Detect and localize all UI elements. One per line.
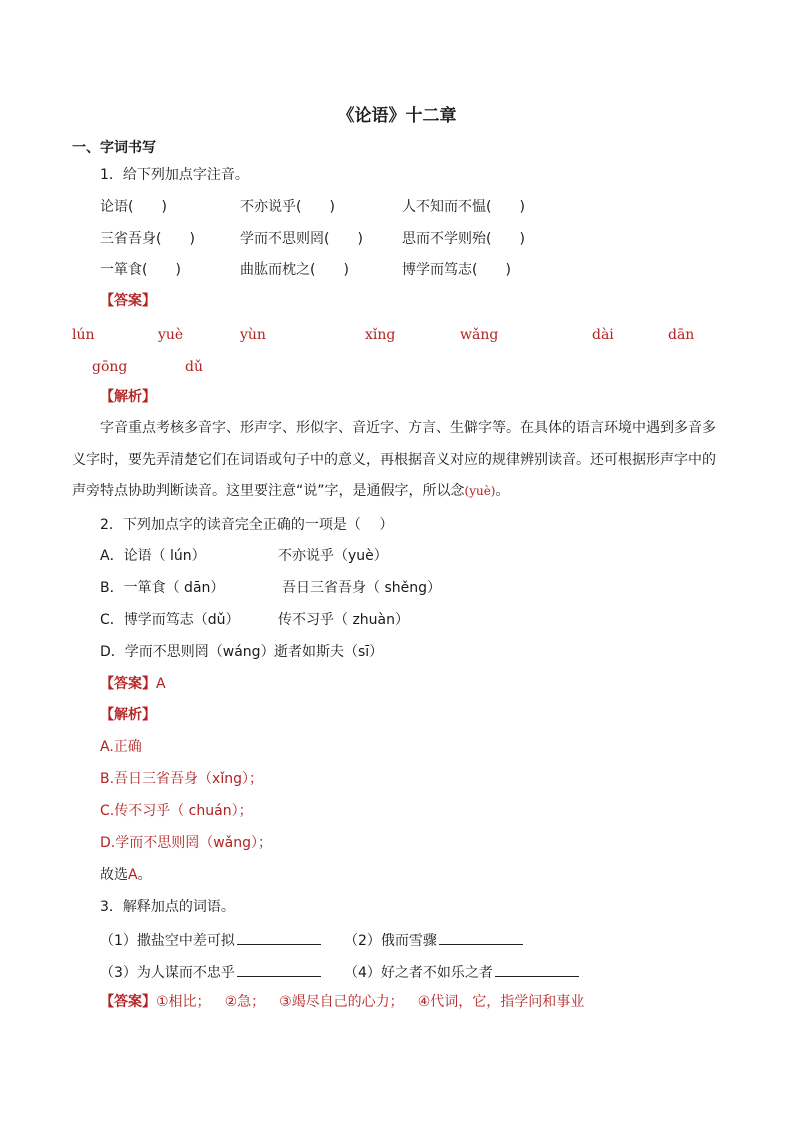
answer-blank[interactable] <box>495 961 579 977</box>
analysis-paragraph <box>72 413 722 508</box>
q1-item: 论语( ) <box>100 199 167 215</box>
option-d-right: 逝者如斯夫（sī） <box>274 644 384 660</box>
question-2-prompt: 2．下列加点字的读音完全正确的一项是（ ） <box>100 517 394 533</box>
q3-answer: ④代词，它，指学问和事业 <box>417 994 585 1010</box>
conclusion-text: 故选 <box>100 867 128 883</box>
q3-item <box>344 961 579 983</box>
pinyin-answer: dài <box>592 327 614 343</box>
pinyin-answer: yùn <box>240 327 266 343</box>
section-heading: 一、字词书写 <box>72 140 156 156</box>
analysis-text: 字音重点考核多音字、形声字、形似字、音近字、方言、生僻字等。在具体的语言环境中遇到多音多义字时，要先弄清楚它们在词语或句子中的意义，再根据音义对应的规律辨别读音。还可根据形声字中的声旁特点协助判断读音。这里要注意“说”字，是通假字，所以念 <box>72 420 716 499</box>
q3-item-text: （1）撒盐空中差可拟 <box>100 933 235 949</box>
question-1-prompt: 1．给下列加点字注音。 <box>100 167 249 183</box>
q3-answer-line <box>100 992 584 1012</box>
q3-item <box>100 929 321 951</box>
q1-item: 人不知而不愠( ) <box>402 199 525 215</box>
answer-label: 【答案】 <box>100 293 156 309</box>
pinyin-answer: lún <box>72 327 95 343</box>
option-a-left: A．论语（ lún） <box>100 548 206 564</box>
pinyin-answer: gōng <box>92 359 128 375</box>
option-c-right: 传不习乎（ zhuàn） <box>278 612 409 628</box>
answer-label: 【答案】 <box>100 676 156 692</box>
question-3-prompt: 3．解释加点的词语。 <box>100 899 235 915</box>
option-b-left: B．一箪食（ dān） <box>100 580 225 596</box>
answer-value: A <box>156 676 166 692</box>
q3-item <box>100 961 321 983</box>
pinyin-answer: dǔ <box>185 359 203 375</box>
analysis-line: B.吾日三省吾身（xǐng）； <box>100 771 263 787</box>
answer-blank[interactable] <box>237 929 321 945</box>
answer-line <box>100 674 166 694</box>
q3-answer: ①相比； <box>156 994 211 1010</box>
option-b-right: 吾日三省吾身（ shěng） <box>282 580 441 596</box>
option-c-left: C．博学而笃志（dǔ） <box>100 612 240 628</box>
conclusion-end: 。 <box>137 867 152 883</box>
option-d-left: D．学而不思则罔（wáng） <box>100 644 275 660</box>
q1-item: 一箪食( ) <box>100 262 181 278</box>
analysis-label: 【解析】 <box>100 389 156 405</box>
option-a-right: 不亦说乎（yuè） <box>278 548 388 564</box>
analysis-line: C.传不习乎（ chuán）； <box>100 803 253 819</box>
analysis-line: D.学而不思则罔（wǎng）； <box>100 835 273 851</box>
pinyin-answer: dān <box>668 327 695 343</box>
answer-blank[interactable] <box>237 961 321 977</box>
conclusion-answer: A <box>128 867 138 883</box>
analysis-pinyin: (yuè) <box>464 484 496 498</box>
q3-answer: ③竭尽自己的心力； <box>279 994 404 1010</box>
conclusion <box>100 865 152 885</box>
q1-item: 曲肱而枕之( ) <box>240 262 349 278</box>
q1-item: 三省吾身( ) <box>100 231 195 247</box>
analysis-label: 【解析】 <box>100 707 156 723</box>
analysis-end: 。 <box>495 483 510 499</box>
q1-item: 思而不学则殆( ) <box>402 231 525 247</box>
q1-item: 学而不思则罔( ) <box>240 231 363 247</box>
q3-item-text: （4）好之者不如乐之者 <box>344 965 493 981</box>
page-title: 《论语》十二章 <box>337 106 457 126</box>
q3-answer: ②急； <box>224 994 266 1010</box>
q1-item: 博学而笃志( ) <box>402 262 511 278</box>
answer-blank[interactable] <box>439 929 523 945</box>
pinyin-answer: xǐng <box>365 327 396 343</box>
q3-item-text: （3）为人谋而不忠乎 <box>100 965 235 981</box>
q3-item <box>344 929 523 951</box>
answer-label: 【答案】 <box>100 994 156 1010</box>
pinyin-answer: wǎng <box>460 327 499 343</box>
q1-item: 不亦说乎( ) <box>240 199 335 215</box>
pinyin-answer: yuè <box>158 327 184 343</box>
analysis-line: A.正确 <box>100 739 142 755</box>
q3-item-text: （2）俄而雪骤 <box>344 933 437 949</box>
